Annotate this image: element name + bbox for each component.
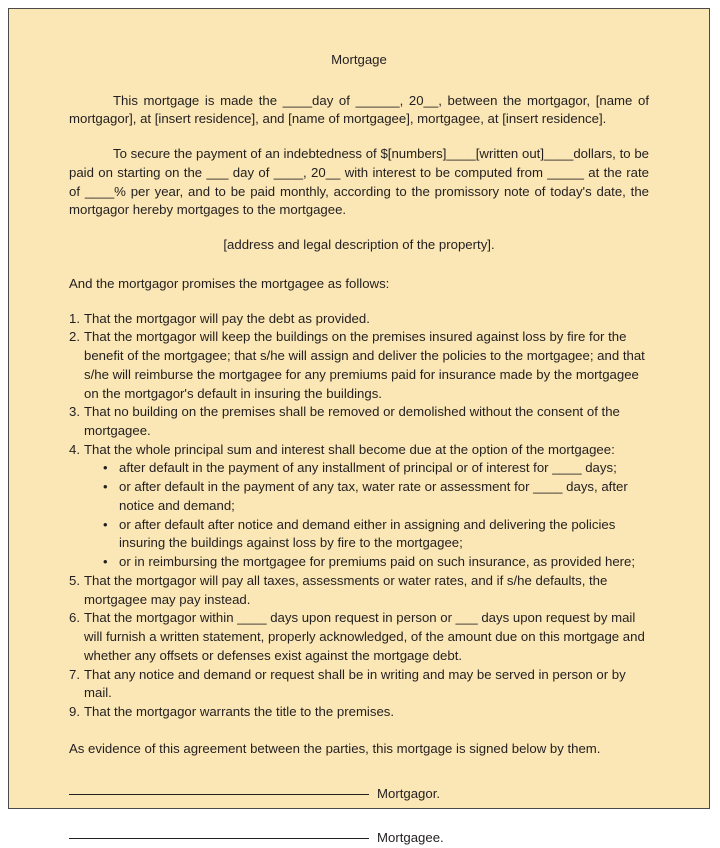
bullet-text: or in reimbursing the mortgagee for premiums paid on such insurance, as provided here;	[119, 554, 636, 570]
signature-line[interactable]	[69, 794, 369, 795]
document-body	[9, 9, 709, 848]
clause-item	[69, 572, 649, 609]
clause-text: That the mortgagor warrants the title to the premises.	[84, 704, 395, 720]
clause-bullet	[69, 553, 649, 572]
promise-intro: And the mortgagor promises the mortgagee as follows:	[69, 275, 390, 291]
signature-row-mortgagee	[69, 829, 649, 848]
bullet-icon: •	[103, 516, 108, 532]
signature-block	[69, 785, 649, 848]
clause-item	[69, 328, 649, 403]
clause-list	[69, 310, 649, 722]
clause-text: That any notice and demand or request shall be in writing and may be served in person or by mail.	[84, 666, 626, 701]
bullet-icon: •	[103, 554, 108, 570]
clause-number: 2.	[69, 329, 80, 345]
closing-statement: As evidence of this agreement between the parties, this mortgage is signed below by them.	[69, 740, 601, 756]
clause-number: 5.	[69, 572, 80, 588]
signature-label: Mortgagee.	[377, 830, 444, 846]
bullet-text: or after default after notice and demand either in assigning and delivering the policies insuring the buildings against loss by fire to the mortgagee;	[119, 516, 616, 551]
clause-bullet	[69, 516, 649, 553]
clause-text: That no building on the premises shall be removed or demolished without the consent of the mortgagee.	[84, 404, 620, 439]
clause-item	[69, 666, 649, 703]
clause-number: 1.	[69, 310, 80, 326]
clause-item	[69, 403, 649, 440]
clause-bullet	[69, 459, 649, 478]
document-page	[8, 8, 710, 846]
clause-item	[69, 609, 649, 665]
clause-text: That the mortgagor will keep the buildings on the premises insured against loss by fire for the benefit of the mortgagee; that s/he will assign and deliver the policies to the mortgagee; and that s/he will reimburse the mortgagee for any premiums paid for insurance made by the mortgagee on the mortgagor's default in insuring the buildings.	[84, 329, 645, 401]
page-title: Mortgage	[331, 52, 387, 67]
paragraph-intro: This mortgage is made the ____day of ______, 20__, between the mortgagor, [name of mortgagor], at [insert residence], and [name of mortgagee], mortgagee, at [insert residence].	[69, 92, 649, 127]
bullet-text: or after default in the payment of any tax, water rate or assessment for ____ days, after notice and demand;	[119, 479, 628, 513]
bullet-icon: •	[103, 460, 108, 476]
signature-line[interactable]	[69, 838, 369, 839]
paragraph-indebtedness: To secure the payment of an indebtedness of $[numbers]____[written out]____dollars, to be paid on starting on the ___ day of ____, 20__ with interest to be computed from _____ at the rate of ____% per year, and to be paid monthly, according to the promissory note of today's date, the mortgagor hereby mortgages to the mortgagee.	[69, 146, 649, 218]
clause-text: That the mortgagor will pay the debt as provided.	[84, 310, 370, 326]
clause-item	[69, 441, 649, 572]
signature-label: Mortgagor.	[377, 785, 441, 801]
clause-text: That the mortgagor will pay all taxes, assessments or water rates, and if s/he defaults, the mortgagee may pay instead.	[84, 572, 608, 607]
bullet-icon: •	[103, 479, 108, 495]
signature-row-mortgagor	[69, 785, 649, 804]
clause-bullet	[69, 478, 649, 515]
clause-number: 3.	[69, 404, 80, 420]
clause-number: 9.	[69, 704, 80, 720]
clause-bullet-list	[69, 459, 649, 571]
bullet-text: after default in the payment of any installment of principal or of interest for ____ days;	[119, 460, 617, 476]
clause-text: That the whole principal sum and interest shall become due at the option of the mortgagee:	[84, 441, 615, 457]
clause-item	[69, 703, 649, 722]
clause-number: 4.	[69, 441, 80, 457]
clause-text: That the mortgagor within ____ days upon request in person or ___ days upon request by mail will furnish a written statement, properly acknowledged, of the amount due on this mortgage and whether any offsets or defenses exist against the mortgage debt.	[84, 610, 645, 663]
clause-number: 7.	[69, 666, 80, 682]
clause-item	[69, 310, 649, 329]
property-description: [address and legal description of the property].	[223, 237, 495, 253]
clause-number: 6.	[69, 610, 80, 626]
